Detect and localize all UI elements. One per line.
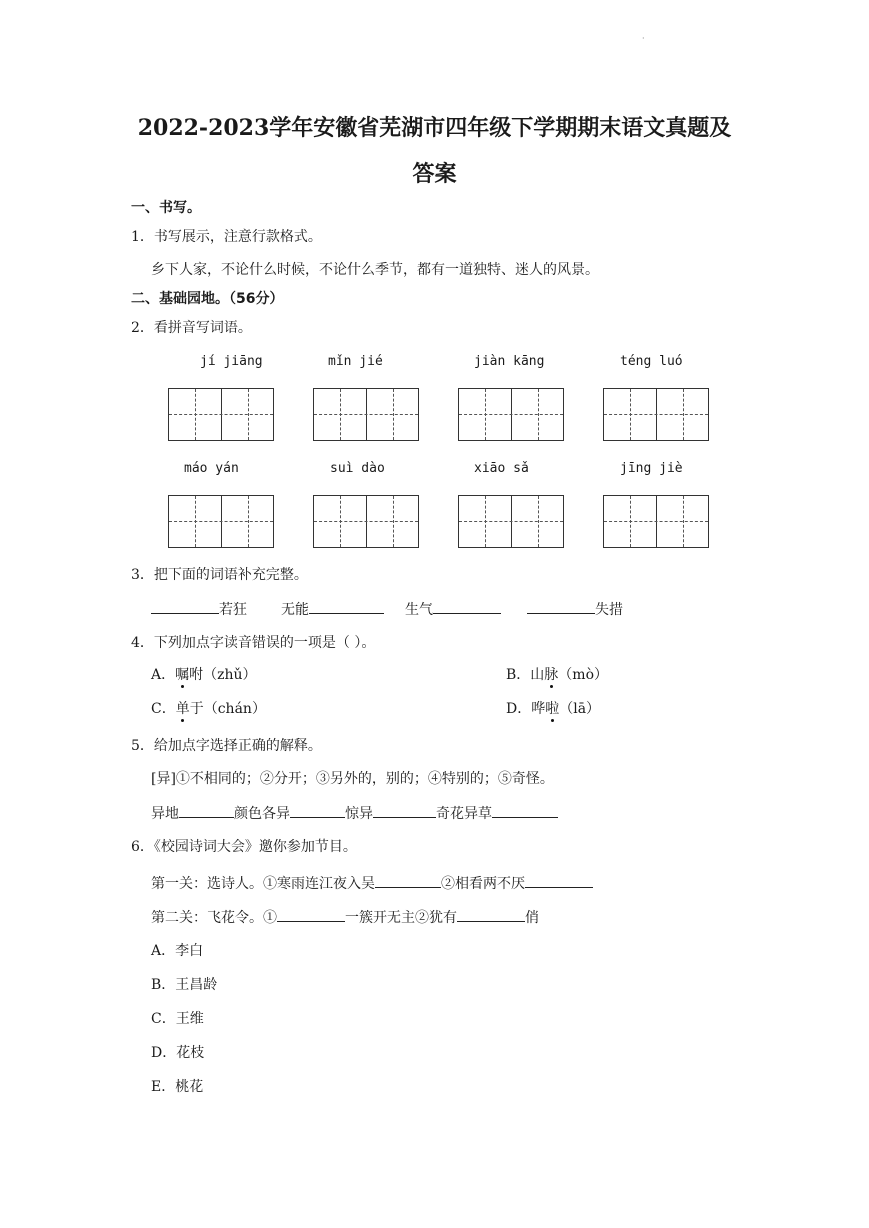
answer-blank[interactable]	[309, 599, 384, 614]
answer-blank[interactable]	[375, 873, 441, 888]
question-1-text: 乡下人家，不论什么时候，不论什么季节，都有一道独特、迷人的风景。	[151, 262, 599, 278]
q6-option-a[interactable]: A．李白	[151, 943, 204, 959]
writing-grid[interactable]	[603, 388, 709, 441]
question-4: 4．下列加点字读音错误的一项是（ ）。	[131, 635, 376, 651]
question-1: 1．书写展示，注意行款格式。	[131, 229, 322, 245]
title-line-1: 2022-2023学年安徽省芜湖市四年级下学期期末语文真题及	[137, 115, 732, 141]
answer-blank[interactable]	[525, 873, 593, 888]
q4-option-b[interactable]: B．山脉（mò）	[506, 667, 609, 683]
pinyin-5: máo yán	[184, 461, 239, 476]
question-2: 2．看拼音写词语。	[131, 320, 252, 336]
writing-grid[interactable]	[313, 495, 419, 548]
answer-blank[interactable]	[492, 803, 558, 818]
q4-option-a[interactable]: A．嘱咐（zhǔ）	[151, 667, 257, 683]
corner-mark: ·	[642, 34, 645, 43]
answer-blank[interactable]	[179, 803, 234, 818]
q3-item-3: 生气	[405, 599, 501, 619]
writing-grid[interactable]	[603, 495, 709, 548]
question-6: 6．《校园诗词大会》邀你参加节目。	[131, 839, 357, 855]
writing-grid[interactable]	[168, 495, 274, 548]
pinyin-8: jīng jiè	[620, 461, 683, 476]
answer-blank[interactable]	[527, 599, 595, 614]
q6-level-2: 第二关：飞花令。① 一簇开无主②犹有 俏	[151, 907, 539, 927]
writing-grid[interactable]	[313, 388, 419, 441]
q6-option-e[interactable]: E．桃花	[151, 1079, 204, 1095]
answer-blank[interactable]	[457, 907, 525, 922]
q5-items: 异地 颜色各异 惊异 奇花异草	[151, 803, 558, 823]
writing-grid[interactable]	[458, 388, 564, 441]
question-3: 3．把下面的词语补充完整。	[131, 567, 308, 583]
answer-blank[interactable]	[277, 907, 345, 922]
pinyin-4: téng luó	[620, 354, 683, 369]
pinyin-3: jiàn kāng	[474, 354, 545, 369]
answer-blank[interactable]	[433, 599, 501, 614]
pinyin-2: mǐn jié	[328, 354, 383, 369]
title-line-2: 答案	[412, 161, 457, 187]
q4-option-d[interactable]: D．哗啦（lā）	[506, 701, 601, 717]
q3-item-4: 失措	[527, 599, 623, 619]
q6-option-d[interactable]: D．花枝	[151, 1045, 205, 1061]
q6-option-c[interactable]: C．王维	[151, 1011, 204, 1027]
answer-blank[interactable]	[151, 599, 219, 614]
q3-item-2: 无能	[281, 599, 384, 619]
q6-level-1: 第一关：选诗人。①寒雨连江夜入吴 ②相看两不厌	[151, 873, 593, 893]
writing-grid[interactable]	[168, 388, 274, 441]
section2-heading: 二、基础园地。（56分）	[131, 291, 284, 307]
q5-definitions: [异]①不相同的；②分开；③另外的，别的；④特别的；⑤奇怪。	[151, 771, 554, 787]
answer-blank[interactable]	[290, 803, 345, 818]
answer-blank[interactable]	[373, 803, 436, 818]
section1-heading: 一、书写。	[131, 200, 201, 216]
q3-item-1: 若狂	[151, 599, 247, 619]
question-5: 5．给加点字选择正确的解释。	[131, 738, 322, 754]
pinyin-7: xiāo sǎ	[474, 461, 529, 476]
q6-option-b[interactable]: B．王昌龄	[151, 977, 218, 993]
writing-grid[interactable]	[458, 495, 564, 548]
pinyin-6: suì dào	[330, 461, 385, 476]
pinyin-1: jí jiāng	[200, 354, 263, 369]
q4-option-c[interactable]: C．单于（chán）	[151, 701, 266, 717]
